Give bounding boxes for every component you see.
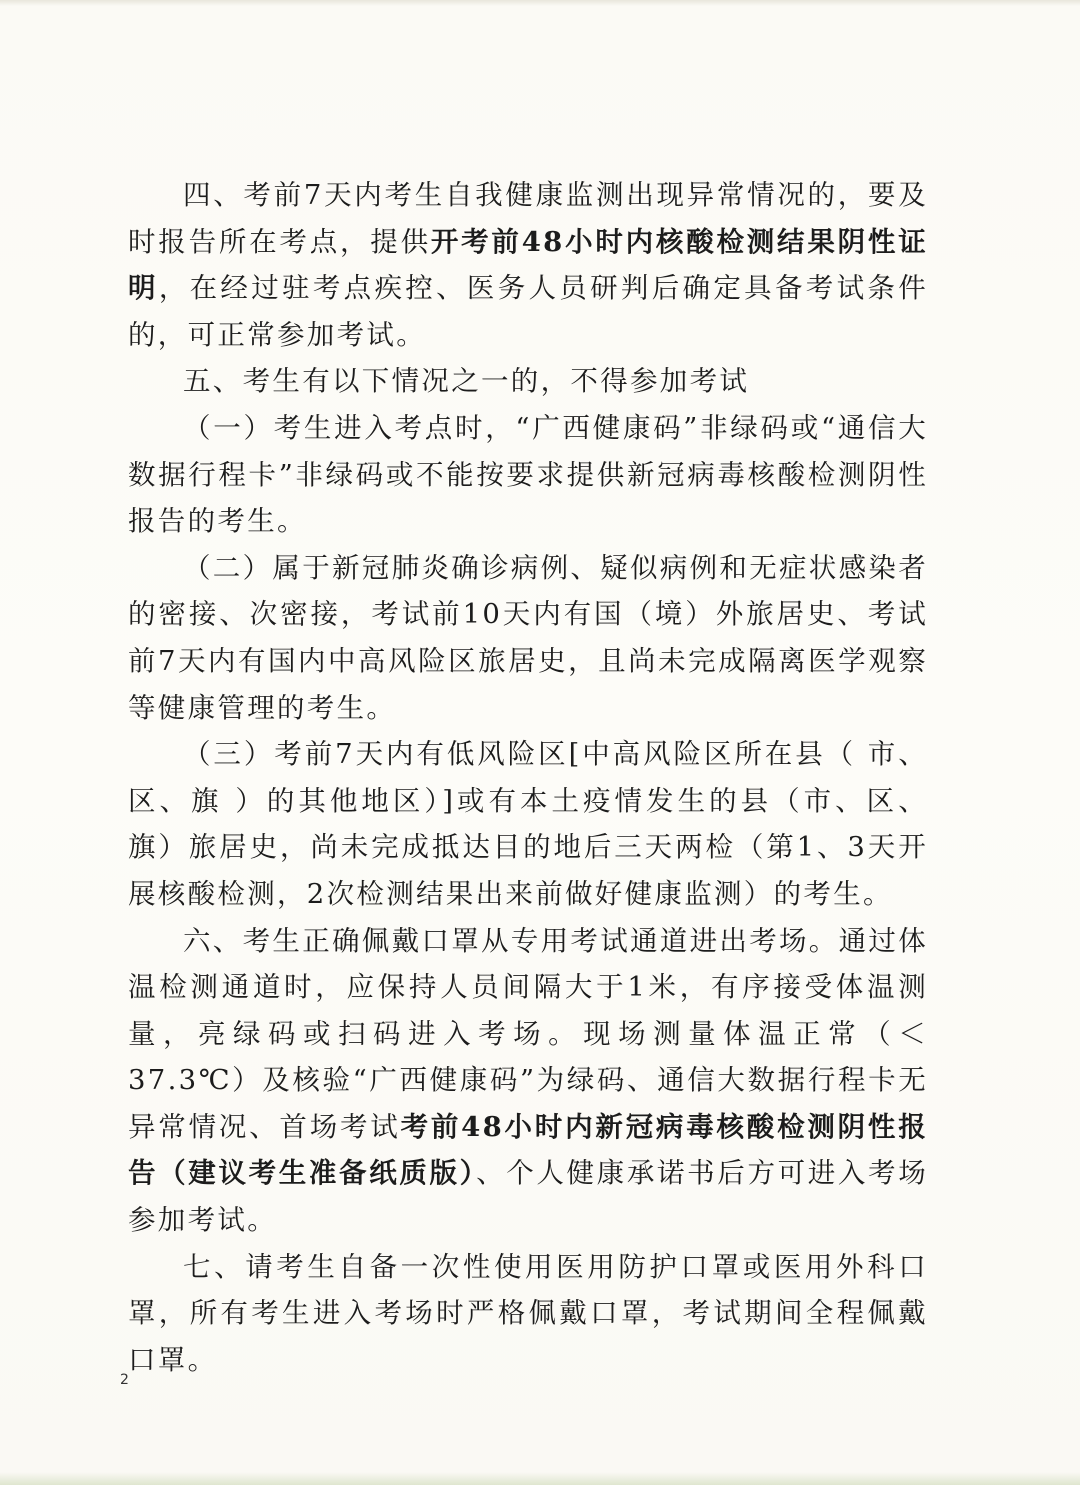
paragraph-text: 六、考生正确佩戴口罩从专用考试通道进出考场。通过体温检测通道时，应保持人员间隔大于1米，有序接受体温测量，亮绿码或扫码进入考场。现场测量体温正常（＜37.3℃）及核验“广西健康码”为绿码、通信大数据行程卡无异常情况、首场考试 bbox=[128, 924, 928, 1143]
scan-edge-top bbox=[0, 0, 1080, 6]
paragraph-item-7 bbox=[128, 1244, 928, 1384]
scan-edge-bottom bbox=[0, 1472, 1080, 1485]
paragraph-text: （一）考生进入考点时，“广西健康码”非绿码或“通信大数据行程卡”非绿码或不能按要求提供新冠病毒核酸检测阴性报告的考生。 bbox=[128, 411, 928, 538]
paragraph-text: ，在经过驻考点疾控、医务人员研判后确定具备考试条件的，可正常参加考试。 bbox=[128, 272, 928, 351]
paragraph-item-6 bbox=[128, 918, 928, 1244]
paragraph-item-5-2 bbox=[128, 545, 928, 731]
emphasis-text: 考前48小时内新冠病毒核酸检测阴性报告（建议考生准备纸质版） bbox=[128, 1110, 929, 1190]
emphasis-text: 开考前48小时内核酸检测结果阴性证明 bbox=[128, 225, 929, 305]
paragraph-item-5 bbox=[128, 358, 928, 405]
paragraph-text: （三）考前7天内有低风险区[中高风险区所在县（ 市、区、旗 ）的其他地区）]或有本土疫情发生的县（市、区、旗）旅居史，尚未完成抵达目的地后三天两检（第1、3天开展核酸检测，2次检测结果出来前做好健康监测）的考生。 bbox=[128, 738, 928, 910]
paragraph-item-5-1 bbox=[128, 405, 928, 545]
paragraph-text: 七、请考生自备一次性使用医用防护口罩或医用外科口罩，所有考生进入考场时严格佩戴口罩，考试期间全程佩戴口罩。 bbox=[128, 1250, 928, 1376]
paragraph-text: 五、考生有以下情况之一的，不得参加考试 bbox=[183, 365, 750, 398]
page-number: 2 bbox=[120, 1372, 129, 1388]
paragraph-text: （二）属于新冠肺炎确诊病例、疑似病例和无症状感染者的密接、次密接，考试前10天内有国（境）外旅居史、考试前7天内有国内中高风险区旅居史，且尚未完成隔离医学观察等健康管理的考生。 bbox=[128, 551, 928, 724]
paragraph-item-5-3 bbox=[128, 731, 928, 917]
paragraph-text: 四、考前7天内考生自我健康监测出现异常情况的，要及时报告所在考点，提供 bbox=[128, 179, 928, 258]
document-body bbox=[128, 172, 928, 1383]
paragraph-text: 、个人健康承诺书后方可进入考场参加考试。 bbox=[128, 1157, 928, 1237]
paragraph-item-4 bbox=[128, 172, 928, 358]
